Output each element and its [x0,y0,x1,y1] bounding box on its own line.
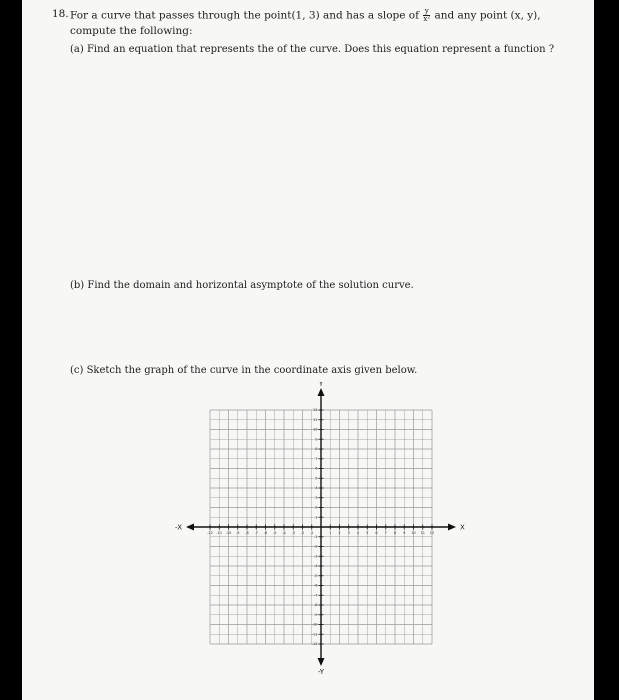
x-tick-label: -7 [254,531,258,535]
x-tick-label: -9 [236,531,240,535]
y-tick-label: 6 [315,466,318,471]
y-tick-label: 8 [315,447,318,452]
x-tick-label: 7 [384,531,387,535]
slope-fraction [423,8,430,23]
y-tick-label: 4 [315,486,318,491]
x-tick-label: 10 [411,531,416,535]
x-tick-label: 9 [403,531,406,535]
question-number: 18. [52,8,69,20]
y-tick-label: -8 [314,603,318,608]
y-tick-label: -10 [311,622,318,627]
y-tick-label: -4 [314,564,318,569]
slope-denominator: x² [423,15,431,23]
neg-x-axis-label: -X [175,523,182,532]
x-tick-label: -12 [207,531,213,535]
y-axis-label: Y [318,382,324,388]
y-axis-arrow-up [318,388,325,396]
y-tick-label: -1 [314,534,318,539]
x-tick-label: -6 [263,531,268,535]
x-tick-label: -8 [245,531,249,535]
x-tick-label: -11 [216,531,223,535]
y-tick-label: 3 [315,495,318,500]
question-intro: For a curve that passes through the point(1, 3) and has a slope of [70,9,419,22]
x-axis-arrow-left [186,524,194,531]
x-tick-label: 5 [366,531,369,535]
y-tick-label: 1 [315,515,318,520]
worksheet-page [22,0,594,700]
x-tick-label: 4 [356,531,360,535]
x-tick-label: -4 [282,531,286,535]
x-tick-label: -1 [310,531,314,535]
y-tick-label: 7 [315,456,318,461]
y-tick-label: 11 [313,417,318,422]
y-tick-label: 12 [313,408,318,413]
x-tick-label: -3 [291,531,295,535]
y-tick-label: 2 [315,505,318,510]
x-axis-label: X [460,523,465,532]
x-tick-label: 3 [347,531,350,535]
y-tick-label: -5 [314,573,318,578]
x-tick-label: 2 [338,531,341,535]
question-intro-rest: and any point (x, y), compute the following: [70,9,541,37]
part-a-prompt: (a) Find an equation that represents the of the curve. Does this equation represent a function ? [70,44,555,55]
neg-y-axis-label: -Y [318,668,324,676]
y-tick-label: -9 [314,612,318,617]
y-tick-label: 9 [315,437,318,442]
x-axis-arrow-right [448,524,456,531]
x-tick-label: 11 [420,531,425,535]
y-tick-label: -7 [314,593,318,598]
y-tick-label: -2 [314,544,318,549]
x-tick-label: 12 [429,531,435,535]
x-tick-label: 1 [329,531,332,535]
x-tick-label: 6 [375,531,378,535]
y-tick-label: -3 [314,554,318,559]
coordinate-grid[interactable] [172,382,482,677]
y-tick-label: 10 [313,427,318,432]
x-tick-label: -5 [273,531,277,535]
question-text [70,8,570,39]
y-tick-label: 5 [315,476,318,481]
y-tick-label: -12 [311,642,318,647]
y-tick-label: -11 [311,632,318,637]
part-c-prompt: (c) Sketch the graph of the curve in the coordinate axis given below. [70,365,418,376]
y-tick-label: -6 [314,583,318,588]
x-tick-label: 8 [393,531,397,535]
x-tick-label: -10 [225,531,232,535]
x-tick-label: -2 [300,531,305,535]
slope-numerator: y [424,7,429,15]
y-axis-arrow-down [318,658,325,666]
part-b-prompt: (b) Find the domain and horizontal asymptote of the solution curve. [70,280,414,291]
